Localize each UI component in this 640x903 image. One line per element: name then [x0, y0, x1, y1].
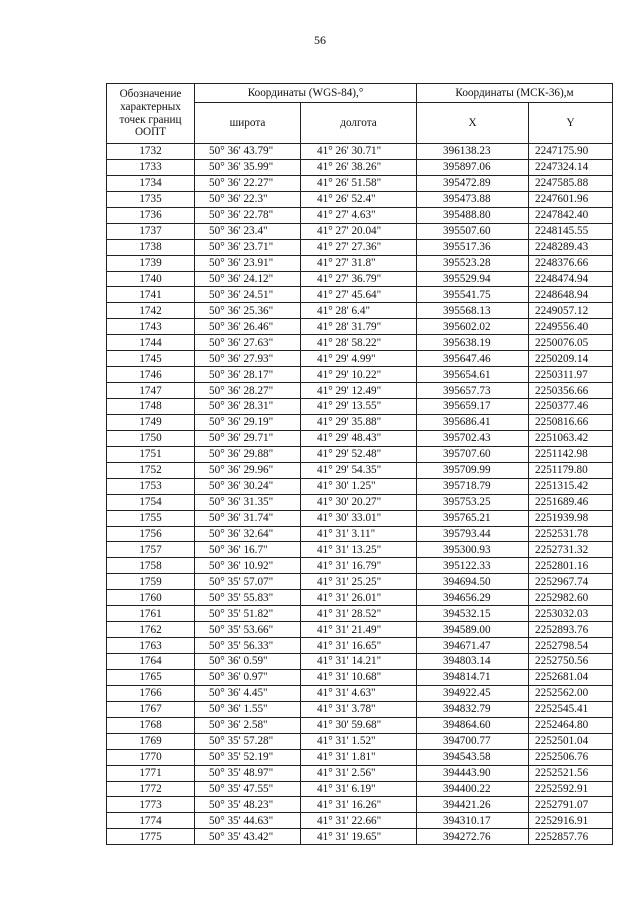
latitude-cell: 50° 36' 31.74" — [195, 510, 301, 526]
x-cell: 395765.21 — [417, 510, 529, 526]
table-row — [107, 526, 613, 542]
latitude-cell: 50° 36' 29.96" — [195, 462, 301, 478]
longitude-cell: 41° 26' 30.71" — [301, 144, 417, 160]
y-cell: 2252521.56 — [529, 765, 613, 781]
x-cell: 395517.36 — [417, 239, 529, 255]
point-id-cell: 1775 — [107, 829, 195, 845]
table-row — [107, 749, 613, 765]
header-longitude: долгота — [301, 103, 417, 144]
longitude-cell: 41° 31' 3.11" — [301, 526, 417, 542]
point-id-cell: 1766 — [107, 685, 195, 701]
table-row — [107, 701, 613, 717]
longitude-cell: 41° 29' 10.22" — [301, 367, 417, 383]
y-cell: 2250076.05 — [529, 335, 613, 351]
y-cell: 2252801.16 — [529, 558, 613, 574]
y-cell: 2252506.76 — [529, 749, 613, 765]
point-id-cell: 1769 — [107, 733, 195, 749]
longitude-cell: 41° 29' 4.99" — [301, 351, 417, 367]
point-id-cell: 1763 — [107, 638, 195, 654]
x-cell: 394656.29 — [417, 590, 529, 606]
longitude-cell: 41° 29' 12.49" — [301, 383, 417, 399]
point-id-cell: 1751 — [107, 446, 195, 462]
latitude-cell: 50° 36' 24.51" — [195, 287, 301, 303]
x-cell: 395686.41 — [417, 414, 529, 430]
point-id-cell: 1773 — [107, 797, 195, 813]
table-row — [107, 542, 613, 558]
table-row — [107, 287, 613, 303]
y-cell: 2248474.94 — [529, 271, 613, 287]
table-row — [107, 638, 613, 654]
y-cell: 2252731.32 — [529, 542, 613, 558]
latitude-cell: 50° 35' 52.19" — [195, 749, 301, 765]
latitude-cell: 50° 35' 48.97" — [195, 765, 301, 781]
x-cell: 395753.25 — [417, 494, 529, 510]
longitude-cell: 41° 27' 36.79" — [301, 271, 417, 287]
point-id-cell: 1762 — [107, 622, 195, 638]
latitude-cell: 50° 36' 29.19" — [195, 414, 301, 430]
point-id-cell: 1755 — [107, 510, 195, 526]
longitude-cell: 41° 28' 31.79" — [301, 319, 417, 335]
longitude-cell: 41° 30' 59.68" — [301, 717, 417, 733]
table-row — [107, 606, 613, 622]
table-row — [107, 717, 613, 733]
x-cell: 395718.79 — [417, 478, 529, 494]
longitude-cell: 41° 29' 35.88" — [301, 414, 417, 430]
point-id-cell: 1741 — [107, 287, 195, 303]
longitude-cell: 41° 28' 58.22" — [301, 335, 417, 351]
x-cell: 394922.45 — [417, 685, 529, 701]
longitude-cell: 41° 29' 48.43" — [301, 430, 417, 446]
longitude-cell: 41° 31' 10.68" — [301, 669, 417, 685]
x-cell: 395529.94 — [417, 271, 529, 287]
point-id-cell: 1739 — [107, 255, 195, 271]
longitude-cell: 41° 30' 33.01" — [301, 510, 417, 526]
point-id-cell: 1748 — [107, 399, 195, 415]
table-row — [107, 399, 613, 415]
longitude-cell: 41° 31' 14.21" — [301, 654, 417, 670]
table-row — [107, 223, 613, 239]
table-row — [107, 829, 613, 845]
y-cell: 2252893.76 — [529, 622, 613, 638]
table-row — [107, 462, 613, 478]
y-cell: 2252857.76 — [529, 829, 613, 845]
table-row — [107, 590, 613, 606]
latitude-cell: 50° 36' 30.24" — [195, 478, 301, 494]
x-cell: 394532.15 — [417, 606, 529, 622]
table-row — [107, 510, 613, 526]
x-cell: 394589.00 — [417, 622, 529, 638]
table-row — [107, 414, 613, 430]
latitude-cell: 50° 36' 10.92" — [195, 558, 301, 574]
x-cell: 395568.13 — [417, 303, 529, 319]
table-row — [107, 175, 613, 191]
table-row — [107, 558, 613, 574]
point-id-cell: 1747 — [107, 383, 195, 399]
longitude-cell: 41° 27' 27.36" — [301, 239, 417, 255]
latitude-cell: 50° 36' 22.78" — [195, 207, 301, 223]
y-cell: 2252916.91 — [529, 813, 613, 829]
longitude-cell: 41° 31' 26.01" — [301, 590, 417, 606]
x-cell: 395507.60 — [417, 223, 529, 239]
longitude-cell: 41° 31' 1.52" — [301, 733, 417, 749]
point-id-cell: 1767 — [107, 701, 195, 717]
table-row — [107, 335, 613, 351]
point-id-cell: 1753 — [107, 478, 195, 494]
table-row — [107, 159, 613, 175]
x-cell: 395488.80 — [417, 207, 529, 223]
table-row — [107, 765, 613, 781]
latitude-cell: 50° 36' 28.31" — [195, 399, 301, 415]
x-cell: 394814.71 — [417, 669, 529, 685]
table-row — [107, 191, 613, 207]
y-cell: 2251142.98 — [529, 446, 613, 462]
x-cell: 394803.14 — [417, 654, 529, 670]
latitude-cell: 50° 35' 47.55" — [195, 781, 301, 797]
latitude-cell: 50° 36' 31.35" — [195, 494, 301, 510]
point-id-cell: 1756 — [107, 526, 195, 542]
longitude-cell: 41° 26' 52.4" — [301, 191, 417, 207]
point-id-cell: 1759 — [107, 574, 195, 590]
x-cell: 394400.22 — [417, 781, 529, 797]
header-latitude: широта — [195, 103, 301, 144]
x-cell: 394443.90 — [417, 765, 529, 781]
y-cell: 2248648.94 — [529, 287, 613, 303]
y-cell: 2252501.04 — [529, 733, 613, 749]
latitude-cell: 50° 36' 25.36" — [195, 303, 301, 319]
y-cell: 2252464.80 — [529, 717, 613, 733]
table-row — [107, 478, 613, 494]
header-x: X — [417, 103, 529, 144]
point-id-cell: 1768 — [107, 717, 195, 733]
point-id-cell: 1744 — [107, 335, 195, 351]
longitude-cell: 41° 26' 51.58" — [301, 175, 417, 191]
y-cell: 2248289.43 — [529, 239, 613, 255]
table-row — [107, 271, 613, 287]
latitude-cell: 50° 36' 23.91" — [195, 255, 301, 271]
table-row — [107, 622, 613, 638]
table-row — [107, 733, 613, 749]
y-cell: 2249556.40 — [529, 319, 613, 335]
y-cell: 2252562.00 — [529, 685, 613, 701]
longitude-cell: 41° 31' 3.78" — [301, 701, 417, 717]
x-cell: 394310.17 — [417, 813, 529, 829]
y-cell: 2252592.91 — [529, 781, 613, 797]
x-cell: 395638.19 — [417, 335, 529, 351]
page-number: 56 — [314, 33, 326, 47]
y-cell: 2251063.42 — [529, 430, 613, 446]
x-cell: 394700.77 — [417, 733, 529, 749]
point-id-cell: 1770 — [107, 749, 195, 765]
latitude-cell: 50° 36' 23.71" — [195, 239, 301, 255]
point-id-cell: 1761 — [107, 606, 195, 622]
table-row — [107, 303, 613, 319]
y-cell: 2252545.41 — [529, 701, 613, 717]
latitude-cell: 50° 36' 35.99" — [195, 159, 301, 175]
latitude-cell: 50° 36' 26.46" — [195, 319, 301, 335]
x-cell: 396138.23 — [417, 144, 529, 160]
x-cell: 395654.61 — [417, 367, 529, 383]
y-cell: 2252798.54 — [529, 638, 613, 654]
table-row — [107, 574, 613, 590]
point-id-cell: 1738 — [107, 239, 195, 255]
table-row — [107, 797, 613, 813]
x-cell: 394832.79 — [417, 701, 529, 717]
table-row — [107, 351, 613, 367]
table-row — [107, 319, 613, 335]
latitude-cell: 50° 36' 2.58" — [195, 717, 301, 733]
table-row — [107, 367, 613, 383]
x-cell: 395647.46 — [417, 351, 529, 367]
longitude-cell: 41° 31' 19.65" — [301, 829, 417, 845]
longitude-cell: 41° 31' 16.65" — [301, 638, 417, 654]
x-cell: 395897.06 — [417, 159, 529, 175]
longitude-cell: 41° 29' 52.48" — [301, 446, 417, 462]
point-id-cell: 1746 — [107, 367, 195, 383]
latitude-cell: 50° 36' 29.88" — [195, 446, 301, 462]
y-cell: 2250209.14 — [529, 351, 613, 367]
latitude-cell: 50° 35' 57.07" — [195, 574, 301, 590]
longitude-cell: 41° 26' 38.26" — [301, 159, 417, 175]
latitude-cell: 50° 36' 24.12" — [195, 271, 301, 287]
y-cell: 2248145.55 — [529, 223, 613, 239]
point-id-cell: 1740 — [107, 271, 195, 287]
y-cell: 2247842.40 — [529, 207, 613, 223]
y-cell: 2251179.80 — [529, 462, 613, 478]
longitude-cell: 41° 29' 13.55" — [301, 399, 417, 415]
point-id-cell: 1737 — [107, 223, 195, 239]
table-row — [107, 781, 613, 797]
x-cell: 395709.99 — [417, 462, 529, 478]
table-row — [107, 383, 613, 399]
header-y: Y — [529, 103, 613, 144]
latitude-cell: 50° 36' 28.17" — [195, 367, 301, 383]
x-cell: 395657.73 — [417, 383, 529, 399]
x-cell: 394671.47 — [417, 638, 529, 654]
point-id-cell: 1772 — [107, 781, 195, 797]
y-cell: 2247601.96 — [529, 191, 613, 207]
x-cell: 395122.33 — [417, 558, 529, 574]
latitude-cell: 50° 35' 55.83" — [195, 590, 301, 606]
y-cell: 2252982.60 — [529, 590, 613, 606]
point-id-cell: 1743 — [107, 319, 195, 335]
table-row — [107, 494, 613, 510]
longitude-cell: 41° 31' 25.25" — [301, 574, 417, 590]
y-cell: 2250377.46 — [529, 399, 613, 415]
point-id-cell: 1754 — [107, 494, 195, 510]
latitude-cell: 50° 35' 51.82" — [195, 606, 301, 622]
latitude-cell: 50° 36' 23.4" — [195, 223, 301, 239]
point-id-cell: 1736 — [107, 207, 195, 223]
latitude-cell: 50° 36' 22.27" — [195, 175, 301, 191]
latitude-cell: 50° 36' 27.63" — [195, 335, 301, 351]
longitude-cell: 41° 31' 13.25" — [301, 542, 417, 558]
longitude-cell: 41° 31' 28.52" — [301, 606, 417, 622]
table-row — [107, 669, 613, 685]
y-cell: 2253032.03 — [529, 606, 613, 622]
x-cell: 395473.88 — [417, 191, 529, 207]
y-cell: 2248376.66 — [529, 255, 613, 271]
x-cell: 394694.50 — [417, 574, 529, 590]
x-cell: 395707.60 — [417, 446, 529, 462]
table-row — [107, 685, 613, 701]
table-row — [107, 446, 613, 462]
point-id-cell: 1760 — [107, 590, 195, 606]
header-wgs84: Координаты (WGS-84),° — [195, 84, 417, 103]
x-cell: 395541.75 — [417, 287, 529, 303]
longitude-cell: 41° 29' 54.35" — [301, 462, 417, 478]
longitude-cell: 41° 31' 2.56" — [301, 765, 417, 781]
point-id-cell: 1734 — [107, 175, 195, 191]
x-cell: 395472.89 — [417, 175, 529, 191]
x-cell: 394272.76 — [417, 829, 529, 845]
longitude-cell: 41° 31' 16.79" — [301, 558, 417, 574]
y-cell: 2252791.07 — [529, 797, 613, 813]
longitude-cell: 41° 30' 20.27" — [301, 494, 417, 510]
y-cell: 2247585.88 — [529, 175, 613, 191]
y-cell: 2252967.74 — [529, 574, 613, 590]
longitude-cell: 41° 27' 45.64" — [301, 287, 417, 303]
latitude-cell: 50° 35' 48.23" — [195, 797, 301, 813]
longitude-cell: 41° 30' 1.25" — [301, 478, 417, 494]
point-id-cell: 1774 — [107, 813, 195, 829]
x-cell: 395793.44 — [417, 526, 529, 542]
x-cell: 394543.58 — [417, 749, 529, 765]
latitude-cell: 50° 36' 28.27" — [195, 383, 301, 399]
y-cell: 2252750.56 — [529, 654, 613, 670]
y-cell: 2250816.66 — [529, 414, 613, 430]
point-id-cell: 1745 — [107, 351, 195, 367]
y-cell: 2252531.78 — [529, 526, 613, 542]
table-row — [107, 255, 613, 271]
point-id-cell: 1749 — [107, 414, 195, 430]
latitude-cell: 50° 36' 16.7" — [195, 542, 301, 558]
coordinates-table — [106, 83, 613, 845]
point-id-cell: 1758 — [107, 558, 195, 574]
longitude-cell: 41° 27' 20.04" — [301, 223, 417, 239]
table-row — [107, 654, 613, 670]
x-cell: 395659.17 — [417, 399, 529, 415]
table-row — [107, 813, 613, 829]
table-body — [107, 144, 613, 845]
latitude-cell: 50° 36' 27.93" — [195, 351, 301, 367]
latitude-cell: 50° 36' 29.71" — [195, 430, 301, 446]
y-cell: 2251689.46 — [529, 494, 613, 510]
latitude-cell: 50° 36' 43.79" — [195, 144, 301, 160]
longitude-cell: 41° 31' 22.66" — [301, 813, 417, 829]
latitude-cell: 50° 36' 1.55" — [195, 701, 301, 717]
table-row — [107, 239, 613, 255]
point-id-cell: 1733 — [107, 159, 195, 175]
point-id-cell: 1750 — [107, 430, 195, 446]
longitude-cell: 41° 31' 6.19" — [301, 781, 417, 797]
longitude-cell: 41° 28' 6.4" — [301, 303, 417, 319]
x-cell: 395523.28 — [417, 255, 529, 271]
latitude-cell: 50° 36' 0.97" — [195, 669, 301, 685]
header-point-designation: Обозначение характерных точек границ ООПТ — [107, 84, 195, 144]
y-cell: 2252681.04 — [529, 669, 613, 685]
longitude-cell: 41° 31' 21.49" — [301, 622, 417, 638]
y-cell: 2251939.98 — [529, 510, 613, 526]
longitude-cell: 41° 31' 4.63" — [301, 685, 417, 701]
latitude-cell: 50° 35' 44.63" — [195, 813, 301, 829]
table-row — [107, 430, 613, 446]
x-cell: 395300.93 — [417, 542, 529, 558]
latitude-cell: 50° 36' 22.3" — [195, 191, 301, 207]
latitude-cell: 50° 36' 4.45" — [195, 685, 301, 701]
y-cell: 2250311.97 — [529, 367, 613, 383]
point-id-cell: 1742 — [107, 303, 195, 319]
y-cell: 2247175.90 — [529, 144, 613, 160]
point-id-cell: 1771 — [107, 765, 195, 781]
y-cell: 2251315.42 — [529, 478, 613, 494]
point-id-cell: 1765 — [107, 669, 195, 685]
longitude-cell: 41° 27' 4.63" — [301, 207, 417, 223]
point-id-cell: 1757 — [107, 542, 195, 558]
latitude-cell: 50° 35' 43.42" — [195, 829, 301, 845]
y-cell: 2250356.66 — [529, 383, 613, 399]
latitude-cell: 50° 35' 53.66" — [195, 622, 301, 638]
longitude-cell: 41° 27' 31.8" — [301, 255, 417, 271]
x-cell: 394421.26 — [417, 797, 529, 813]
y-cell: 2249057.12 — [529, 303, 613, 319]
latitude-cell: 50° 36' 0.59" — [195, 654, 301, 670]
x-cell: 395702.43 — [417, 430, 529, 446]
point-id-cell: 1735 — [107, 191, 195, 207]
longitude-cell: 41° 31' 1.81" — [301, 749, 417, 765]
latitude-cell: 50° 35' 57.28" — [195, 733, 301, 749]
y-cell: 2247324.14 — [529, 159, 613, 175]
point-id-cell: 1732 — [107, 144, 195, 160]
latitude-cell: 50° 36' 32.64" — [195, 526, 301, 542]
header-msk36: Координаты (МСК-36),м — [417, 84, 613, 103]
point-id-cell: 1752 — [107, 462, 195, 478]
latitude-cell: 50° 35' 56.33" — [195, 638, 301, 654]
table-row — [107, 207, 613, 223]
x-cell: 395602.02 — [417, 319, 529, 335]
longitude-cell: 41° 31' 16.26" — [301, 797, 417, 813]
x-cell: 394864.60 — [417, 717, 529, 733]
table-row — [107, 144, 613, 160]
point-id-cell: 1764 — [107, 654, 195, 670]
